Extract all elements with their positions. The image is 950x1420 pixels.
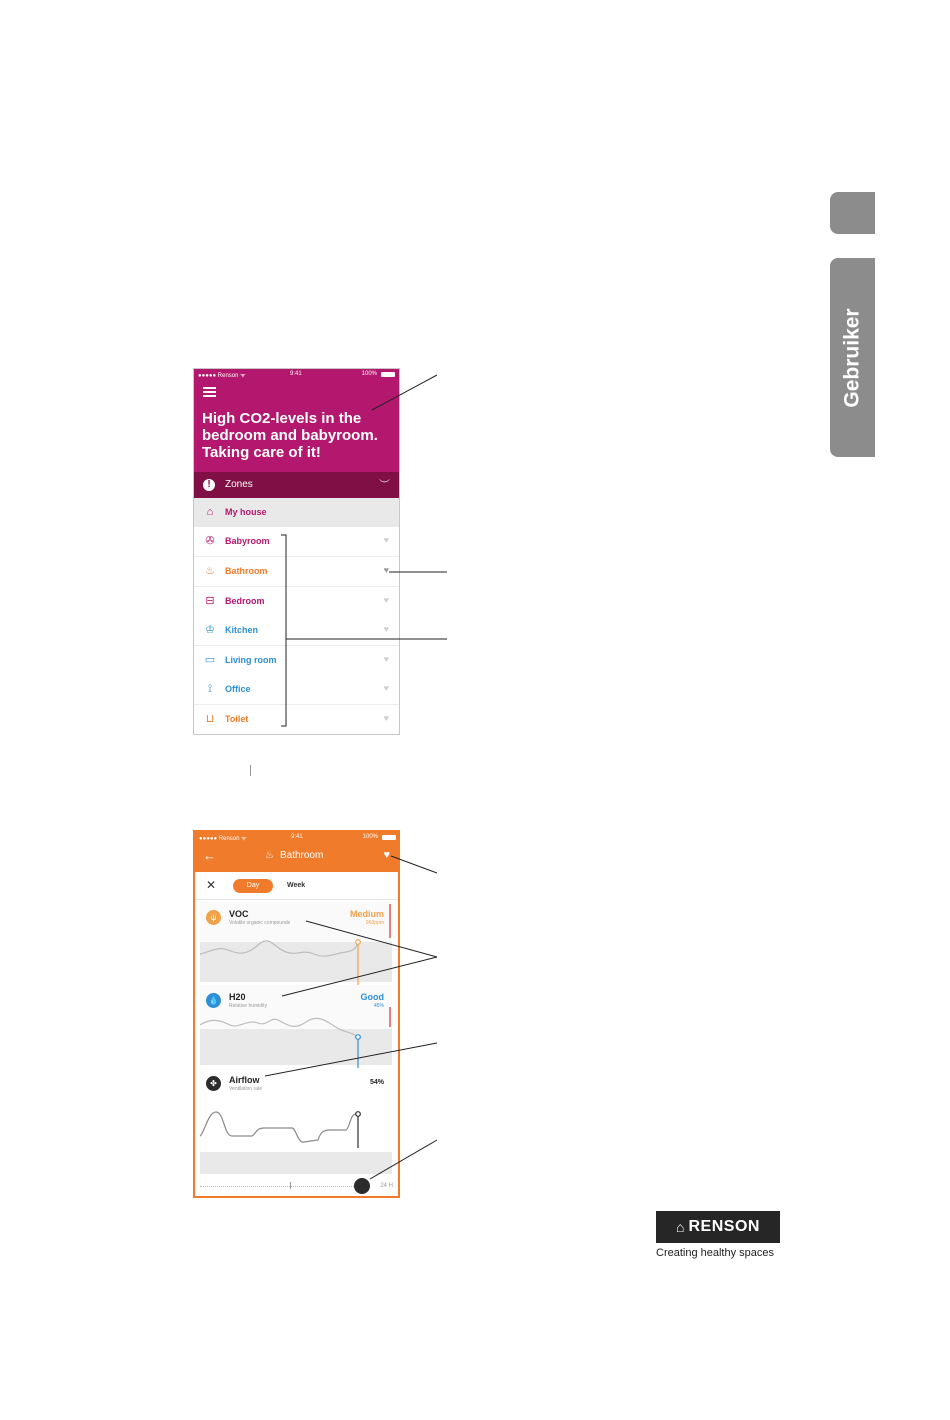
zone-label: Office — [225, 684, 251, 694]
metric-subtitle: Ventilation rate — [229, 1086, 263, 1092]
favorite-icon[interactable]: ♥ — [383, 849, 390, 861]
status-carrier: ●●●●● Renson ᯤ — [198, 373, 246, 379]
zone-label: Living room — [225, 655, 277, 665]
tab-day[interactable]: Day — [233, 879, 273, 893]
metric-value: 960ppm — [365, 920, 384, 926]
metric-subtitle: Volatile organic compounds — [229, 920, 291, 926]
status-time: 9:41 — [291, 834, 303, 840]
metric-value: 54% — [369, 1079, 384, 1086]
chef-hat-icon: ♔ — [205, 624, 215, 636]
time-slider-label: 24 H — [380, 1183, 393, 1189]
zone-label: My house — [225, 507, 267, 517]
bathtub-icon: ♨ — [265, 850, 274, 861]
stroller-icon: ✇ — [205, 535, 215, 547]
favorite-icon[interactable]: ♥ — [383, 624, 389, 634]
voc-icon: ψ — [206, 910, 221, 925]
back-arrow-icon[interactable]: ← — [203, 848, 216, 863]
house-icon: ⌂ — [206, 506, 214, 518]
favorite-icon[interactable]: ♥ — [383, 683, 389, 693]
side-tab-label: Gebruiker — [840, 307, 864, 408]
callout-rooms-bracket — [281, 535, 286, 726]
zone-label: Bedroom — [225, 596, 265, 606]
status-time: 9:41 — [290, 371, 302, 377]
metric-status: Medium — [349, 909, 384, 919]
renson-logo — [656, 1211, 780, 1243]
status-battery-text: 100% — [361, 371, 377, 377]
callout-message — [372, 375, 437, 410]
metric-subtitle: Relative humidity — [229, 1003, 268, 1009]
favorite-icon[interactable]: ♥ — [383, 595, 389, 605]
metric-name: VOC — [229, 909, 249, 919]
zones-label: Zones — [225, 479, 253, 490]
metric-name: H20 — [229, 992, 246, 1002]
zone-label: Kitchen — [225, 625, 259, 635]
callout-voc — [306, 921, 437, 957]
sofa-icon: ▭ — [204, 654, 216, 666]
zone-label: Toilet — [225, 714, 249, 724]
bed-icon: ⊟ — [205, 595, 215, 607]
metric-value: 45% — [373, 1003, 384, 1009]
callout-detail-heart — [391, 856, 437, 873]
bathtub-icon: ♨ — [205, 565, 215, 577]
metric-status: Good — [360, 992, 384, 1002]
chevron-down-icon: ︶ — [379, 479, 390, 491]
desk-lamp-icon: ⟟ — [207, 683, 213, 695]
fan-icon: ✤ — [206, 1076, 221, 1091]
alert-icon: ! — [203, 479, 215, 491]
callout-h20 — [282, 957, 437, 996]
zone-label: Bathroom — [225, 566, 268, 576]
zone-label: Babyroom — [225, 536, 270, 546]
callout-slider — [370, 1140, 437, 1179]
status-battery-text: 100% — [362, 834, 378, 840]
favorite-icon[interactable]: ♥ — [383, 535, 389, 545]
toilet-icon: ⊔ — [205, 713, 215, 725]
detail-title-text: Bathroom — [279, 850, 324, 861]
renson-house-icon: ⌂ — [676, 1219, 685, 1235]
alert-message: High CO2-levels in the bedroom and babyroom. Taking care of it! — [202, 410, 378, 461]
water-drop-icon: 💧 — [206, 993, 221, 1008]
tab-week[interactable]: Week — [287, 882, 306, 889]
logo-tagline: Creating healthy spaces — [656, 1247, 775, 1259]
logo-brand: RENSON — [688, 1218, 760, 1235]
favorite-icon[interactable]: ♥ — [383, 654, 389, 664]
close-icon[interactable]: ✕ — [206, 878, 217, 892]
metric-name: Airflow — [229, 1075, 260, 1085]
favorite-icon[interactable]: ♥ — [383, 565, 389, 575]
status-carrier: ●●●●● Renson ᯤ — [199, 836, 247, 842]
favorite-icon[interactable]: ♥ — [383, 713, 389, 723]
callout-airflow — [265, 1043, 437, 1076]
